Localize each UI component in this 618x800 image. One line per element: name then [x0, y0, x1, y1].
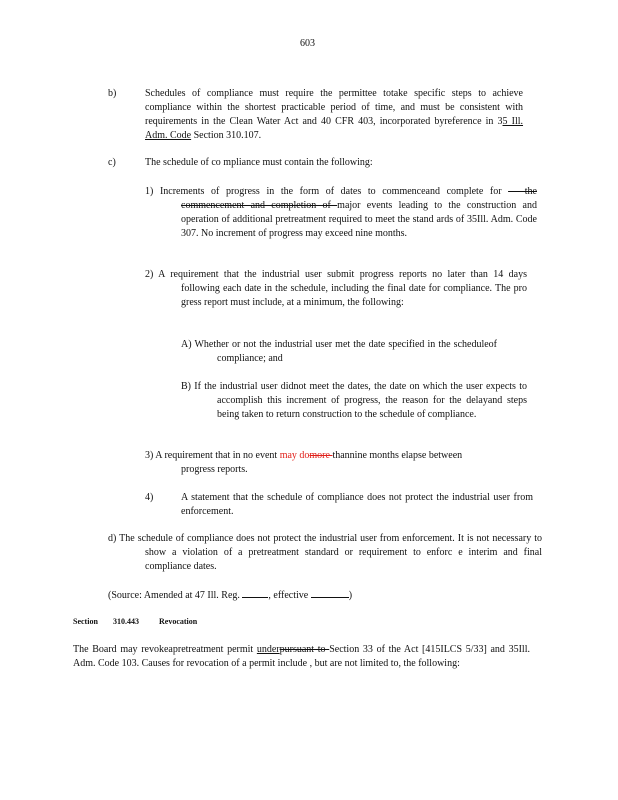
item-c4-label: 4) [145, 492, 154, 503]
register-blank [242, 587, 268, 598]
item-b-label: b) [108, 88, 117, 99]
item-c2b-text: B) If the industrial user didnot meet the dates, the date on which the user expects to accomplish this increment of progress, the reason for the delayand steps being taken to return construction to the schedule of compliance. [181, 381, 527, 420]
source-note: (Source: Amended at 47 Ill. Reg. , effective ) [108, 587, 352, 603]
item-c3-text: 3) A requirement that in no event may domore thannine months elapse between progress reports. [145, 450, 463, 475]
section-number: 310.443 [113, 617, 139, 626]
item-c2a-text: A) Whether or not the industrial user met the date specified in the scheduleof compliance; and [181, 339, 497, 364]
item-c1-text: 1) Increments of progress in the form of dates to commenceand complete for — the commencement and completion of major events leading to the construction and operation of additional pretreatment required to meet the stand ards of 35Ill. Adm. Code 307. No increment of progress may exceed nine months. [145, 186, 537, 239]
page-number: 603 [300, 38, 315, 49]
item-d-text: d) The schedule of compliance does not protect the industrial user from enforcement. It is not necessary to show a violation of a pretreatment standard or requirement to enforc e interim and final compliance dates. [108, 533, 542, 572]
item-c-label: c) [108, 157, 116, 168]
item-c4-text: A statement that the schedule of compliance does not protect the industrial user from enforcement. [181, 492, 533, 517]
section-label: Section [73, 617, 98, 626]
effective-date-blank [311, 587, 349, 598]
revocation-text: The Board may revokeapretreatment permit underpursuant to Section 33 of the Act [415ILCS 5/33] and 35Ill. Adm. Code 103. Causes for revocation of a permit include , but are not limited to, the following: [73, 644, 530, 669]
item-c2-text: 2) A requirement that the industrial user submit progress reports no later than 14 days following each date in the schedule, including the final date for compliance. The pro gress report must include, at a minimum, the following: [145, 269, 527, 308]
section-title: Revocation [159, 617, 198, 626]
item-b-text: Schedules of compliance must require the permittee totake specific steps to achieve compliance within the shortest practicable period of time, and must be consistent with requirements in the Clean Water Act and 40 CFR 403, incorporated byreference in 35 Ill. Adm. Code Section 310.107. [145, 88, 524, 141]
item-c-text: The schedule of co mpliance must contain the following: [145, 157, 373, 168]
